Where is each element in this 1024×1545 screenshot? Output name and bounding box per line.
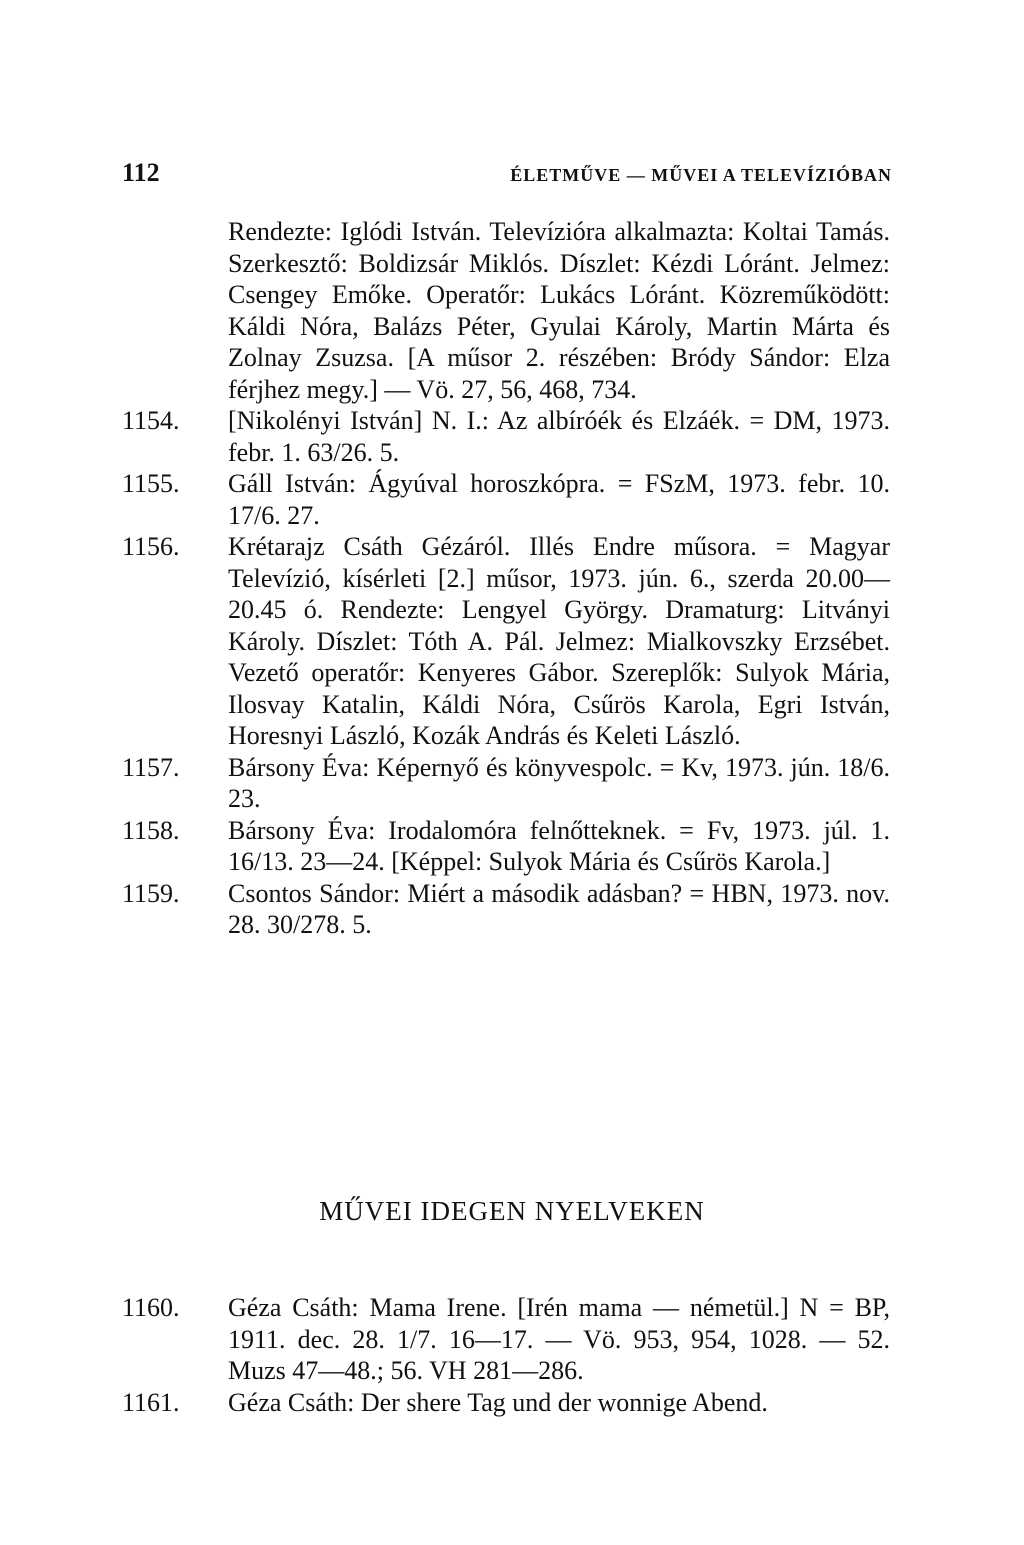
running-head: ÉLETMŰVE — MŰVEI A TELEVÍZIÓBAN: [510, 165, 892, 185]
list-item: [0, 815, 1024, 878]
entry-text: Bársony Éva: Képernyő és könyvespolc. = Kv, 1973. jún. 18/6. 23.: [228, 752, 890, 813]
entry-text: Géza Csáth: Der shere Tag und der wonnige Abend.: [228, 1387, 768, 1417]
list-item: [0, 752, 1024, 815]
entry-text: Csontos Sándor: Miért a második adásban? = HBN, 1973. nov. 28. 30/278. 5.: [228, 878, 890, 939]
entry-number: 1157.: [122, 752, 180, 782]
entry-text: Bársony Éva: Irodalomóra felnőtteknek. = Fv, 1973. júl. 1. 16/13. 23—24. [Képpel: Sulyok Mária és Csűrös Karola.]: [228, 815, 890, 876]
entry-number: 1156.: [122, 532, 180, 561]
entry-number: 1158.: [122, 815, 180, 845]
entry-text: Géza Csáth: Mama Irene. [Irén mama — németül.] N = BP, 1911. dec. 28. 1/7. 16—17. — Vö. 953, 954, 1028. — 52. Muzs 47—48.; 56. VH 281—286.: [228, 1293, 890, 1385]
entry-number: 1160.: [122, 1293, 180, 1322]
list-item: [0, 531, 1024, 752]
entries-block: [0, 216, 1024, 941]
page-header: [122, 158, 892, 188]
entry-text: [Nikolényi István] N. I.: Az albíróék és Elzáék. = DM, 1973. febr. 1. 63/26. 5.: [228, 406, 890, 467]
list-item: [0, 1387, 1024, 1419]
entry-text: Gáll István: Ágyúval horoszkópra. = FSzM, 1973. febr. 10. 17/6. 27.: [228, 469, 890, 530]
list-item: [0, 878, 1024, 941]
continued-entry-text: Rendezte: Iglódi István. Televízióra alkalmazta: Koltai Tamás. Szerkesztő: Boldizsár Miklós. Díszlet: Kézdi Lóránt. Jelmez: Csengey Emőke. Operatőr: Lukács Lóránt. Közreműködött: Káldi Nóra, Balázs Péter, Gyulai Károly, Martin Márta és Zolnay Zsuzsa. [A műsor 2. részében: Bródy Sándor: Elza férjhez megy.] — Vö. 27, 56, 468, 734.: [228, 217, 890, 404]
list-item: [0, 468, 1024, 531]
entry-number: 1159.: [122, 878, 180, 908]
entries-block-foreign: [0, 1292, 1024, 1418]
section-title: MŰVEI IDEGEN NYELVEKEN: [319, 1196, 705, 1226]
entry-number: 1161.: [122, 1387, 180, 1417]
page-number: 112: [122, 158, 160, 187]
list-item: [0, 1292, 1024, 1387]
entry-number: 1154.: [122, 406, 180, 435]
entry-text: Krétarajz Csáth Gézáról. Illés Endre műsora. = Magyar Televízió, kísérleti [2.] műsor, 1973. jún. 6., szerda 20.00—20.45 ó. Rendezte: Lengyel György. Dramaturg: Litványi Károly. Díszlet: Tóth A. Pál. Jelmez: Mialkovszky Erzsébet. Vezető operatőr: Kenyeres Gábor. Szereplők: Sulyok Mária, Ilosvay Katalin, Káldi Nóra, Csűrös Karola, Egri István, Horesnyi László, Kozák András és Keleti László.: [228, 532, 890, 750]
entry-number: 1155.: [122, 469, 180, 498]
list-item: [0, 405, 1024, 468]
